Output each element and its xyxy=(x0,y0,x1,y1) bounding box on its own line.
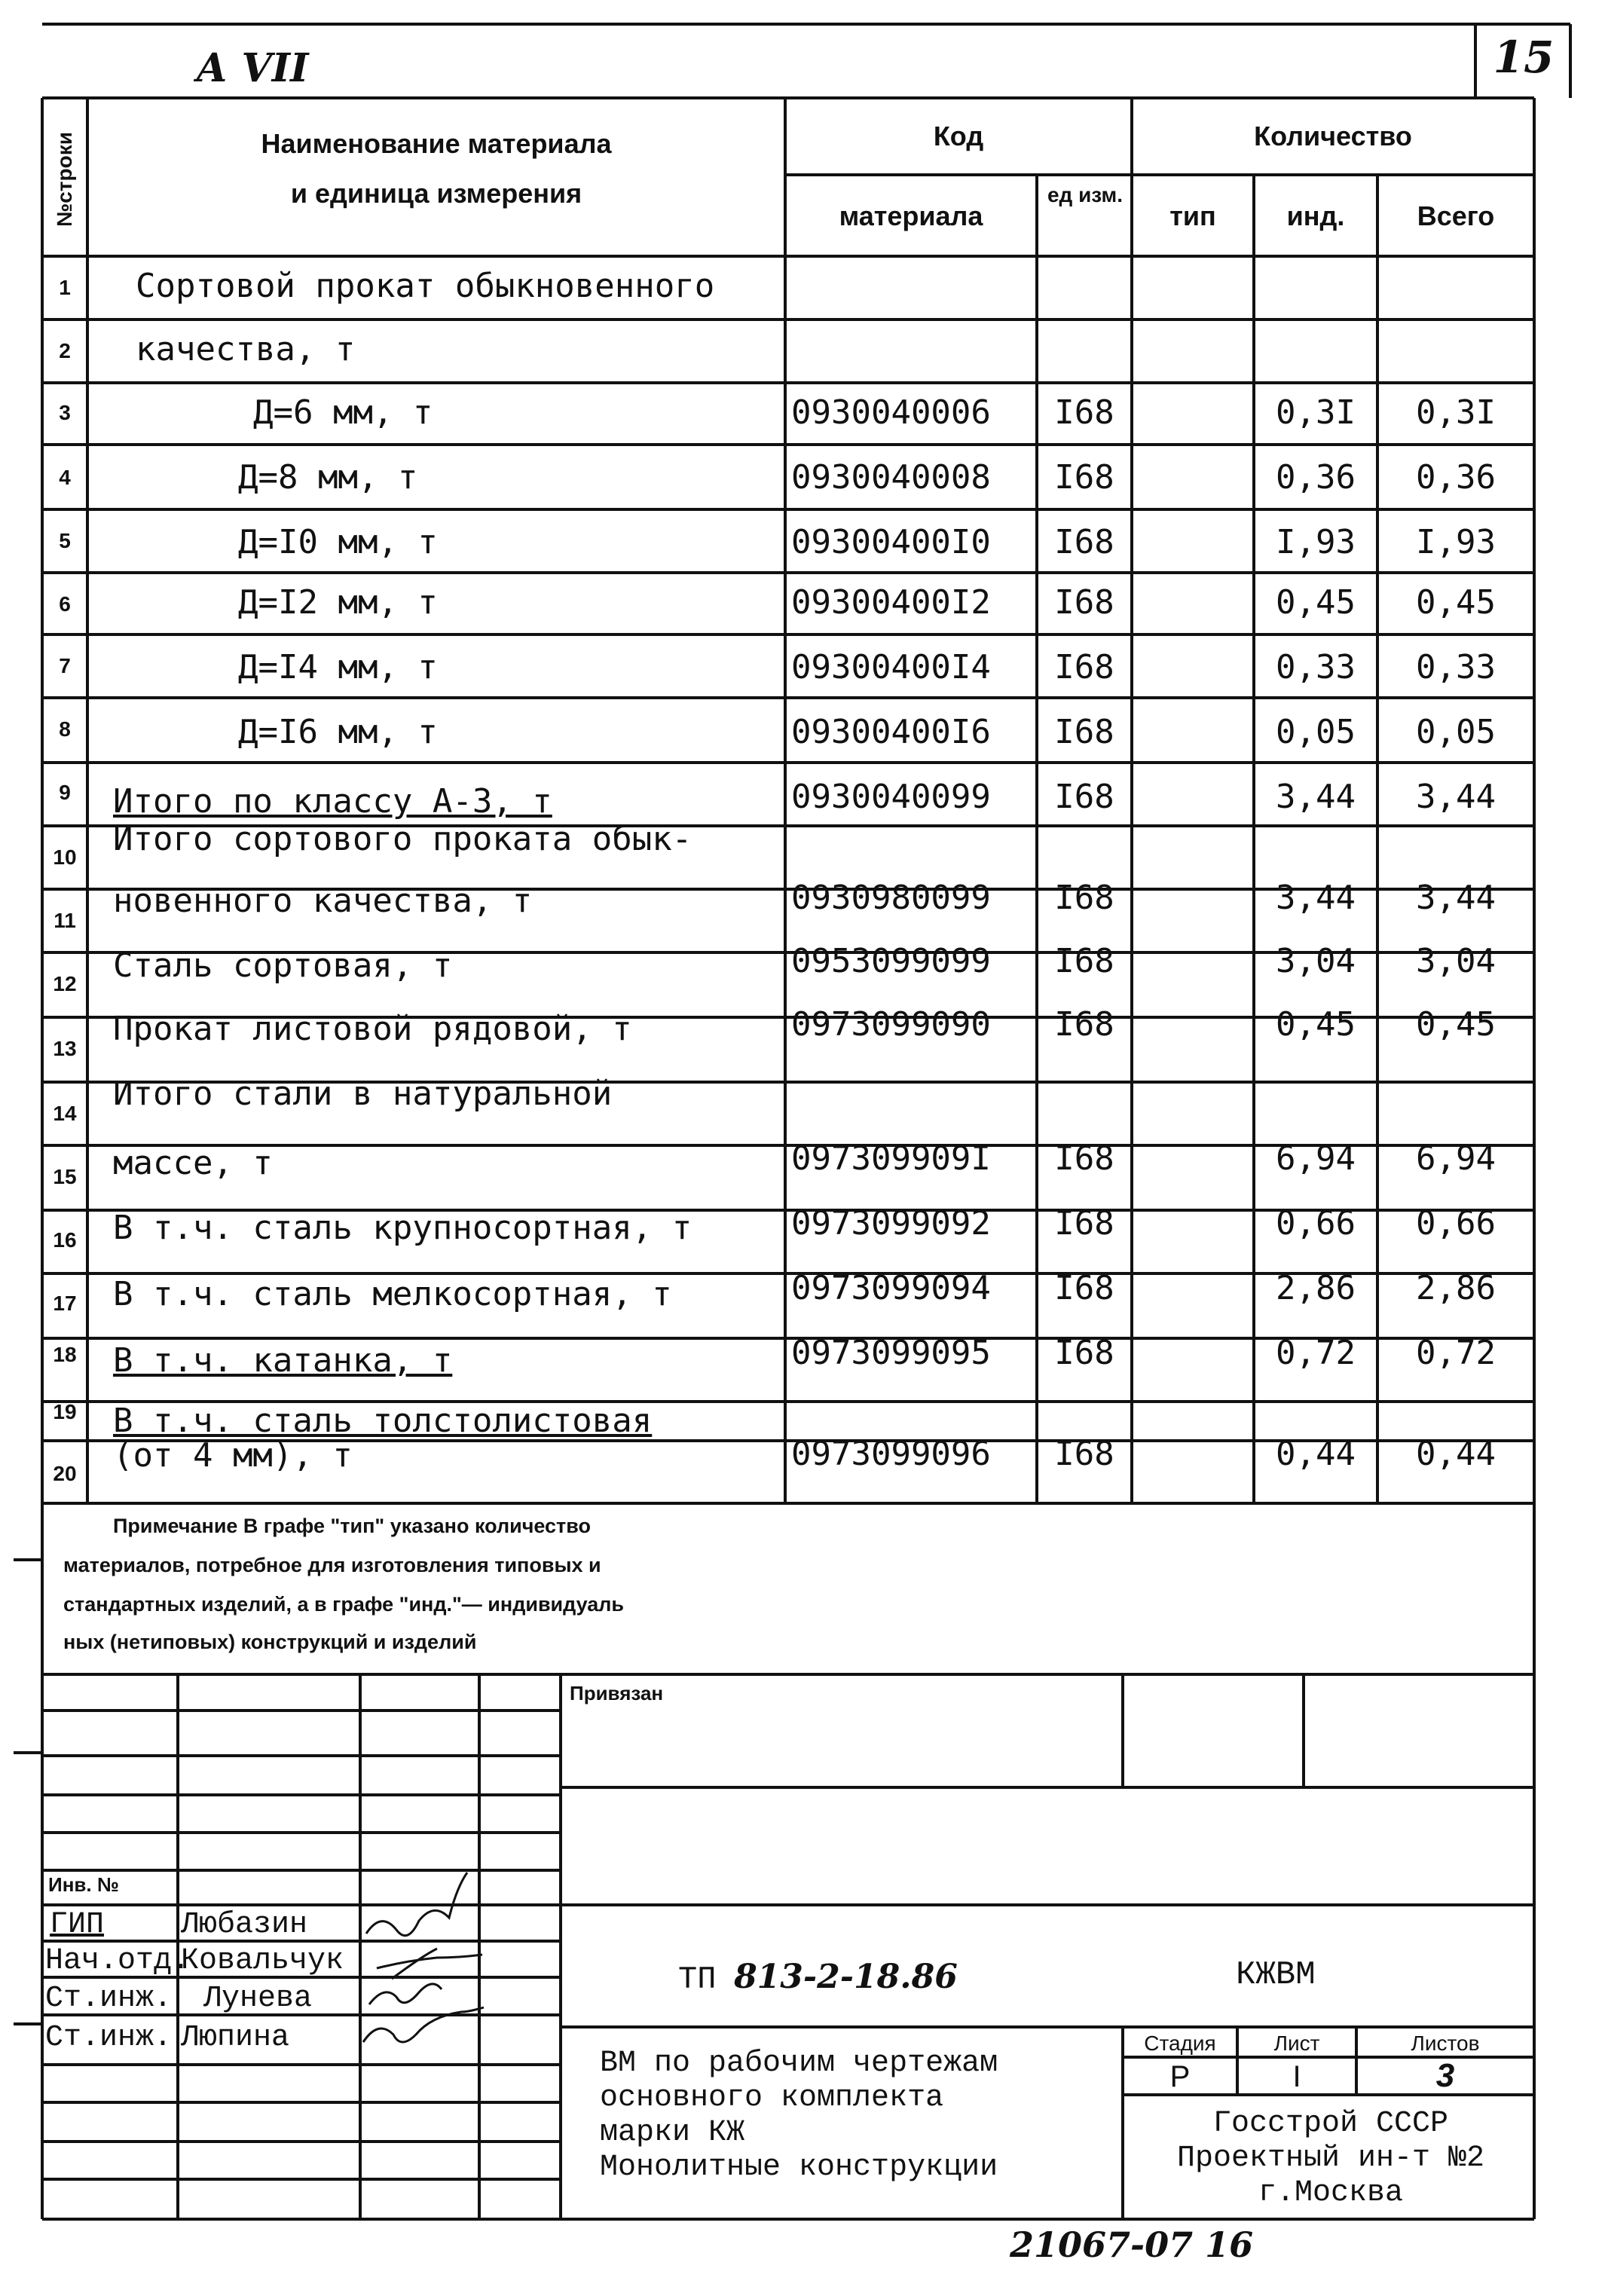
qty-ind: 2,86 xyxy=(1276,1269,1356,1307)
material-name: Д=8 мм, т xyxy=(238,458,418,497)
page-number: 15 xyxy=(1493,32,1555,83)
staff-name: Люпина xyxy=(181,2021,290,2055)
material-code: 0953099099 xyxy=(791,942,991,980)
row-number: 13 xyxy=(53,1037,77,1060)
material-name: Прокат листовой рядовой, т xyxy=(113,1010,632,1048)
unit-code: I68 xyxy=(1054,778,1114,816)
material-code: 09300400I6 xyxy=(791,713,991,751)
sheet-label: Лист xyxy=(1273,2032,1320,2055)
row-number: 3 xyxy=(59,401,71,424)
row-number: 17 xyxy=(53,1292,77,1315)
staff-role: ГИП xyxy=(50,1908,105,1942)
section-mark: А VII xyxy=(196,45,309,91)
name-header-line1: Наименование материала xyxy=(261,128,612,159)
row-number: 11 xyxy=(54,909,76,932)
document-code: ТП 813-2-18.86 xyxy=(678,1958,958,1998)
material-name: (от 4 мм), т xyxy=(113,1436,353,1475)
row-number: 1 xyxy=(59,276,71,299)
unit-code: I68 xyxy=(1054,393,1114,432)
material-name: В т.ч. сталь крупносортная, т xyxy=(113,1209,692,1247)
material-name: Д=I0 мм, т xyxy=(238,523,438,561)
row-number: 15 xyxy=(53,1165,77,1188)
row-number: 12 xyxy=(53,972,77,995)
qty-ind: 0,36 xyxy=(1276,458,1356,497)
material-name: В т.ч. катанка, т xyxy=(113,1341,453,1380)
qty-total: 0,44 xyxy=(1416,1435,1496,1473)
unit-code: I68 xyxy=(1054,1334,1114,1372)
qty-ind: 3,44 xyxy=(1276,879,1356,917)
sheets-value: 3 xyxy=(1435,2057,1455,2094)
qty-total: 0,05 xyxy=(1416,713,1496,751)
code-unit-header: ед изм. xyxy=(1047,183,1124,206)
material-code: 0930040008 xyxy=(791,458,991,497)
qty-ind: 3,44 xyxy=(1276,778,1356,816)
stage-label: Стадия xyxy=(1144,2032,1216,2055)
qty-ind: 0,44 xyxy=(1276,1435,1356,1473)
qty-ind: 6,94 xyxy=(1276,1139,1356,1178)
qty-total: 0,36 xyxy=(1416,458,1496,497)
qty-total: 3,44 xyxy=(1416,879,1496,917)
material-name: Д=6 мм, т xyxy=(253,393,433,432)
name-header-line2: и единица измерения xyxy=(290,178,582,209)
material-code: 0930980099 xyxy=(791,879,991,917)
row-number: 5 xyxy=(59,529,71,552)
qty-total: 2,86 xyxy=(1416,1269,1496,1307)
row-number: 10 xyxy=(53,845,77,869)
document-title: ВМ по рабочим чертежам основного комплекта марки КЖ Монолитные конструкции xyxy=(600,2047,998,2184)
staff-name: Ковальчук xyxy=(181,1944,344,1978)
row-number: 2 xyxy=(59,339,71,362)
staff-role: Нач.отд. xyxy=(45,1944,191,1978)
qty-ind: 0,45 xyxy=(1276,583,1356,622)
unit-code: I68 xyxy=(1054,1269,1114,1307)
qty-ind: 3,04 xyxy=(1276,942,1356,980)
qty-ind: I,93 xyxy=(1276,523,1356,561)
unit-code: I68 xyxy=(1054,1139,1114,1178)
material-name: Сталь сортовая, т xyxy=(113,946,453,985)
row-number: 18 xyxy=(53,1343,77,1366)
sheet-value: I xyxy=(1292,2060,1301,2093)
unit-code: I68 xyxy=(1054,879,1114,917)
qty-total-header: Всего xyxy=(1417,200,1495,231)
code-material-header: материала xyxy=(839,200,983,231)
unit-code: I68 xyxy=(1054,1435,1114,1473)
row-number: 16 xyxy=(53,1228,77,1252)
material-name: новенного качества, т xyxy=(113,882,533,920)
note-line-4: ных (нетиповых) конструкций и изделий xyxy=(63,1631,477,1653)
material-code: 09300400I4 xyxy=(791,648,991,686)
material-code: 09300400I2 xyxy=(791,583,991,622)
note-line-2: материалов, потребное для изготовления типовых и xyxy=(63,1554,601,1576)
material-name: Д=I6 мм, т xyxy=(238,713,438,751)
qty-total: I,93 xyxy=(1416,523,1496,561)
row-number: 9 xyxy=(59,781,71,804)
qty-total: 6,94 xyxy=(1416,1139,1496,1178)
row-number: 4 xyxy=(59,466,71,489)
code-header: Код xyxy=(933,121,984,151)
material-name: Д=I2 мм, т xyxy=(238,583,438,622)
qty-total: 0,45 xyxy=(1416,1005,1496,1044)
note-line-3: стандартных изделий, а в графе "инд."— индивидуаль xyxy=(63,1593,625,1616)
material-name: В т.ч. сталь толстолистовая xyxy=(113,1402,653,1440)
material-name: массе, т xyxy=(113,1144,273,1182)
unit-code: I68 xyxy=(1054,648,1114,686)
unit-code: I68 xyxy=(1054,458,1114,497)
qty-total: 3,44 xyxy=(1416,778,1496,816)
qty-ind: 0,66 xyxy=(1276,1204,1356,1243)
unit-code: I68 xyxy=(1054,942,1114,980)
staff-role: Ст.инж. xyxy=(45,1982,173,2016)
unit-code: I68 xyxy=(1054,713,1114,751)
qty-ind: 0,05 xyxy=(1276,713,1356,751)
qty-ind: 0,45 xyxy=(1276,1005,1356,1044)
unit-code: I68 xyxy=(1054,1204,1114,1243)
sheets-label: Листов xyxy=(1411,2032,1480,2055)
material-name: В т.ч. сталь мелкосортная, т xyxy=(113,1275,672,1313)
unit-code: I68 xyxy=(1054,523,1114,561)
row-number: 20 xyxy=(53,1462,77,1485)
quantity-header: Количество xyxy=(1254,121,1412,151)
footer-code: 21067-07 16 xyxy=(1010,2224,1254,2265)
staff-name: Любазин xyxy=(181,1908,308,1942)
material-code: 0973099092 xyxy=(791,1204,991,1243)
qty-ind: 0,3I xyxy=(1276,393,1356,432)
qty-total: 3,04 xyxy=(1416,942,1496,980)
material-code: 0973099094 xyxy=(791,1269,991,1307)
qty-ind-header: инд. xyxy=(1286,200,1345,231)
inv-no-label: Инв. № xyxy=(48,1873,119,1896)
qty-total: 0,45 xyxy=(1416,583,1496,622)
row-number-header: №строки xyxy=(53,132,76,227)
unit-code: I68 xyxy=(1054,583,1114,622)
stage-value: Р xyxy=(1169,2060,1191,2093)
material-code: 097309909I xyxy=(791,1139,991,1178)
staff-name: Лунева xyxy=(203,1982,313,2016)
material-code: 0930040099 xyxy=(791,778,991,816)
row-number: 6 xyxy=(59,592,71,616)
qty-total: 0,72 xyxy=(1416,1334,1496,1372)
qty-ind: 0,33 xyxy=(1276,648,1356,686)
row-number: 19 xyxy=(53,1400,77,1423)
material-code: 0973099090 xyxy=(791,1005,991,1044)
mark-code: КЖВМ xyxy=(1236,1956,1316,1994)
row-number: 8 xyxy=(59,717,71,741)
material-name: Итого по классу А-3, т xyxy=(113,782,552,821)
qty-type-header: тип xyxy=(1169,200,1216,231)
qty-ind: 0,72 xyxy=(1276,1334,1356,1372)
material-name: Итого сортового проката обык- xyxy=(113,820,692,858)
qty-total: 0,33 xyxy=(1416,648,1496,686)
material-name: Итого стали в натуральной xyxy=(113,1075,613,1113)
material-code: 0973099096 xyxy=(791,1435,991,1473)
row-number: 7 xyxy=(59,654,71,677)
privyazan-label: Привязан xyxy=(570,1682,664,1704)
row-number: 14 xyxy=(53,1102,77,1125)
organization: Госстрой СССР Проектный ин-т №2 г.Москва xyxy=(1176,2107,1485,2203)
note-line-1: Примечание В графе "тип" указано количество xyxy=(113,1515,591,1537)
material-code: 09300400I0 xyxy=(791,523,991,561)
material-name: Д=I4 мм, т xyxy=(238,648,438,686)
unit-code: I68 xyxy=(1054,1005,1114,1044)
material-name: качества, т xyxy=(136,330,356,368)
material-name: Сортовой прокат обыкновенного xyxy=(136,267,715,305)
material-code: 0973099095 xyxy=(791,1334,991,1372)
staff-role: Ст.инж. xyxy=(45,2021,173,2055)
material-code: 0930040006 xyxy=(791,393,991,432)
qty-total: 0,66 xyxy=(1416,1204,1496,1243)
qty-total: 0,3I xyxy=(1416,393,1496,432)
